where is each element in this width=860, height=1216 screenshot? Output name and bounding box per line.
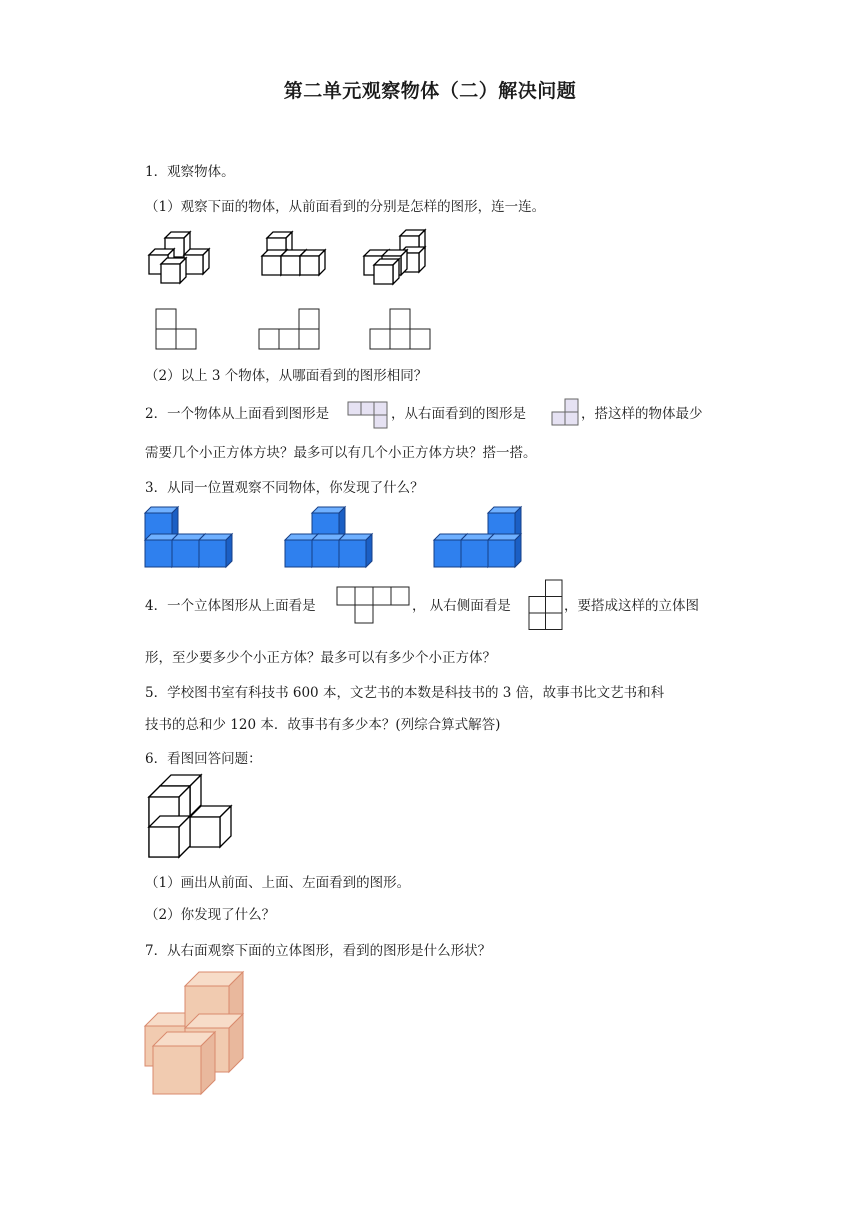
- q5-text-line1: 5．学校图书室有科技书 600 本，文艺书的本数是科技书的 3 倍，故事书比文艺书和科: [145, 685, 665, 701]
- q4-text-c: ，要搭成这样的立体图: [564, 598, 699, 614]
- view-square: [374, 415, 387, 428]
- view-square: [156, 329, 176, 349]
- view-square: [565, 399, 578, 412]
- view-square: [552, 412, 565, 425]
- q7-wooden-solid: [145, 968, 250, 1100]
- q7-text: 7．从右面观察下面的立体图形，看到的图形是什么形状？: [145, 943, 492, 959]
- q6-heading: 6．看图回答问题：: [145, 751, 262, 767]
- view-square: [370, 329, 390, 349]
- q4-right-view-figure: [528, 579, 564, 631]
- unit-cube: [374, 259, 399, 284]
- view-square: [565, 412, 578, 425]
- view-square: [176, 329, 196, 349]
- unit-cube: [184, 249, 209, 274]
- view-square: [374, 402, 387, 415]
- q3-blue-solid-1: [143, 505, 238, 571]
- view-square: [348, 402, 361, 415]
- q3-blue-solid-3: [432, 505, 527, 571]
- q1-part1-text: （1）观察下面的物体，从前面看到的分别是怎样的图形，连一连。: [145, 199, 546, 215]
- page-title: 第二单元观察物体（二）解决问题: [283, 80, 577, 102]
- unit-cube: [190, 806, 231, 847]
- view-square: [390, 309, 410, 329]
- q6-solid: [146, 777, 236, 863]
- view-square: [410, 329, 430, 349]
- q1-view-1: [155, 308, 197, 350]
- q3-text: 3．从同一位置观察不同物体，你发现了什么？: [145, 480, 424, 496]
- q2-text-line2: 需要几个小正方体方块？最多可以有几个小正方体方块？搭一搭。: [145, 445, 537, 461]
- q3-blue-solid-2: [283, 505, 378, 571]
- q5-text-line2: 技书的总和少 120 本．故事书有多少本？(列综合算式解答): [145, 717, 501, 733]
- q4-text-a: 4．一个立体图形从上面看是: [145, 598, 316, 614]
- view-square: [546, 580, 563, 597]
- q1-heading: 1．观察物体。: [145, 164, 235, 180]
- view-square: [337, 587, 355, 605]
- unit-cube: [339, 534, 372, 567]
- q1-part2-text: （2）以上 3 个物体，从哪面看到的图形相同？: [145, 368, 428, 384]
- q1-view-2: [258, 308, 320, 350]
- view-square: [355, 587, 373, 605]
- q1-solid-3: [360, 228, 440, 290]
- q2-text-b: ，从右面看到的图形是: [391, 406, 526, 422]
- view-square: [361, 402, 374, 415]
- q1-solid-2: [258, 228, 338, 290]
- view-square: [529, 597, 546, 614]
- unit-cube: [488, 534, 521, 567]
- q2-text-c: ，搭这样的物体最少: [581, 406, 703, 422]
- view-square: [156, 309, 176, 329]
- view-square: [390, 329, 410, 349]
- q2-top-view-figure: [347, 401, 391, 429]
- q1-view-3: [369, 308, 431, 350]
- view-square: [299, 309, 319, 329]
- q2-right-view-figure: [551, 398, 581, 428]
- view-square: [391, 587, 409, 605]
- q2-text-a: 2．一个物体从上面看到图形是: [145, 406, 330, 422]
- view-square: [259, 329, 279, 349]
- unit-cube: [300, 250, 325, 275]
- unit-cube: [149, 816, 190, 857]
- view-square: [355, 605, 373, 623]
- unit-cube: [153, 1032, 215, 1094]
- unit-cube: [199, 534, 232, 567]
- q4-top-view-figure: [336, 586, 412, 624]
- view-square: [529, 613, 546, 630]
- q6-part2-text: （2）你发现了什么？: [145, 907, 276, 923]
- view-square: [546, 613, 563, 630]
- view-square: [299, 329, 319, 349]
- q4-text-line2: 形，至少要多少个小正方体？最多可以有多少个小正方体？: [145, 650, 496, 666]
- q4-text-b: ， 从右侧面看是: [412, 598, 511, 614]
- q1-solid-1: [145, 228, 225, 290]
- view-square: [373, 587, 391, 605]
- q6-part1-text: （1）画出从前面、上面、左面看到的图形。: [145, 875, 411, 891]
- view-square: [279, 329, 299, 349]
- view-square: [546, 597, 563, 614]
- unit-cube: [161, 258, 186, 283]
